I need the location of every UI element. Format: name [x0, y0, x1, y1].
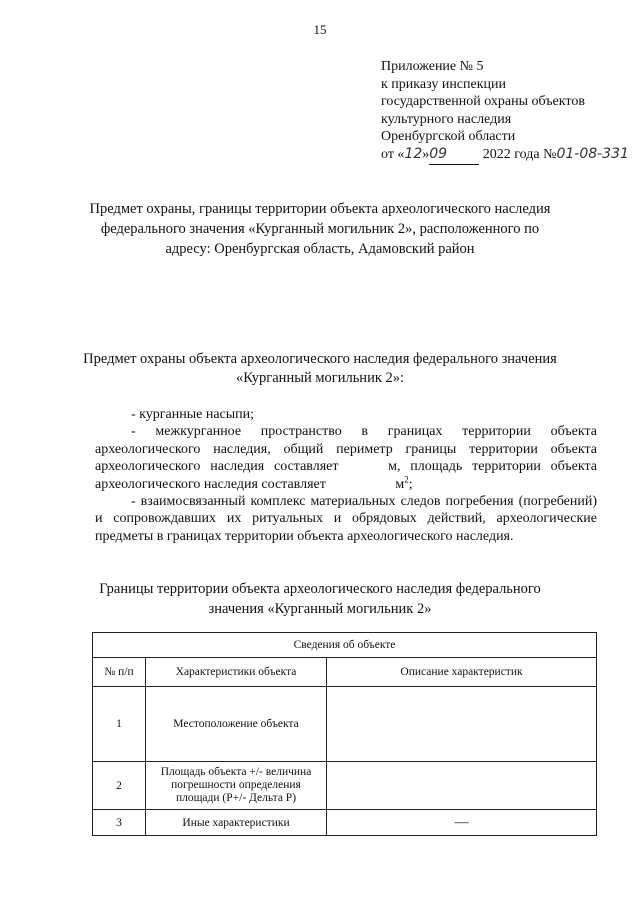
- row-description: —: [327, 810, 597, 836]
- heading-line: Границы территории объекта археологического наследия федерального: [99, 581, 541, 597]
- heading-line: значения «Курганный могильник 2»: [208, 600, 432, 617]
- list-item-text: м, площадь территории объекта: [388, 459, 597, 475]
- order-number: 01-08-331: [556, 145, 629, 162]
- row-description: [327, 687, 597, 762]
- row-characteristic: Местоположение объекта: [146, 687, 327, 762]
- list-item-text: археологического наследия составляет: [95, 476, 326, 492]
- date-year-label: 2022 года №: [482, 146, 557, 162]
- table-header-cell: Характеристики объекта: [146, 658, 327, 687]
- table-row: [93, 687, 597, 762]
- title-line: адресу: Оренбургская область, Адамовский район: [165, 241, 475, 257]
- row-number: 3: [93, 810, 146, 836]
- borders-heading: [70, 580, 570, 619]
- appendix-line: к приказу инспекции: [381, 76, 507, 92]
- list-item: [95, 423, 597, 493]
- title-line: Предмет охраны, границы территории объекта археологического наследия: [89, 201, 551, 217]
- appendix-line: Оренбургской области: [381, 129, 516, 145]
- date-prefix: от «: [381, 146, 405, 162]
- order-month-field: [429, 146, 479, 165]
- protection-subject-list: [95, 406, 597, 545]
- table-section-header: Сведения об объекте: [93, 633, 597, 658]
- area-unit: м: [395, 476, 405, 492]
- list-item: - взаимосвязанный комплекс материальных следов погребения (погребений) и сопровождавших их ритуальных и обрядовых действий, археологические предметы в границах территории объекта археологического наследия.: [95, 494, 597, 544]
- page-number: 15: [313, 22, 327, 37]
- heading-line: Предмет охраны объекта археологического наследия федерального значения: [83, 351, 557, 367]
- date-separator: »: [422, 146, 430, 162]
- list-item: - курганные насыпи;: [131, 407, 255, 422]
- table-row: [93, 762, 597, 810]
- appendix-line: культурного наследия: [381, 111, 512, 127]
- area-unit-power: 2: [404, 473, 409, 484]
- list-item-end: ;: [408, 476, 413, 492]
- list-item-text: - межкурганное пространство в границах территории объекта археологического наследия, общий периметр границы территории объекта археологического наследия составляет: [95, 424, 597, 475]
- row-description: [327, 762, 597, 810]
- appendix-block: [381, 58, 631, 165]
- row-number: 1: [93, 687, 146, 762]
- row-number: 2: [93, 762, 146, 810]
- order-month: 09: [429, 145, 448, 162]
- table-row: [93, 810, 597, 836]
- appendix-line: Приложение № 5: [381, 59, 484, 74]
- object-info-table: [92, 632, 597, 836]
- table-header-cell: Описание характеристик: [327, 658, 597, 687]
- row-characteristic: Площадь объекта +/- величина погрешности определения площади (Р+/- Дельта Р): [146, 762, 327, 810]
- title-line: федерального значения «Курганный могильник 2», расположенного по: [100, 221, 540, 237]
- row-characteristic: Иные характеристики: [146, 810, 327, 836]
- document-title: [70, 199, 570, 259]
- protection-subject-heading: [70, 350, 570, 388]
- order-day: 12: [404, 145, 423, 162]
- table-header-cell: № п/п: [93, 658, 146, 687]
- heading-line: «Курганный могильник 2»:: [235, 370, 405, 386]
- appendix-line: государственной охраны объектов: [381, 94, 585, 110]
- order-date-line: [381, 146, 631, 165]
